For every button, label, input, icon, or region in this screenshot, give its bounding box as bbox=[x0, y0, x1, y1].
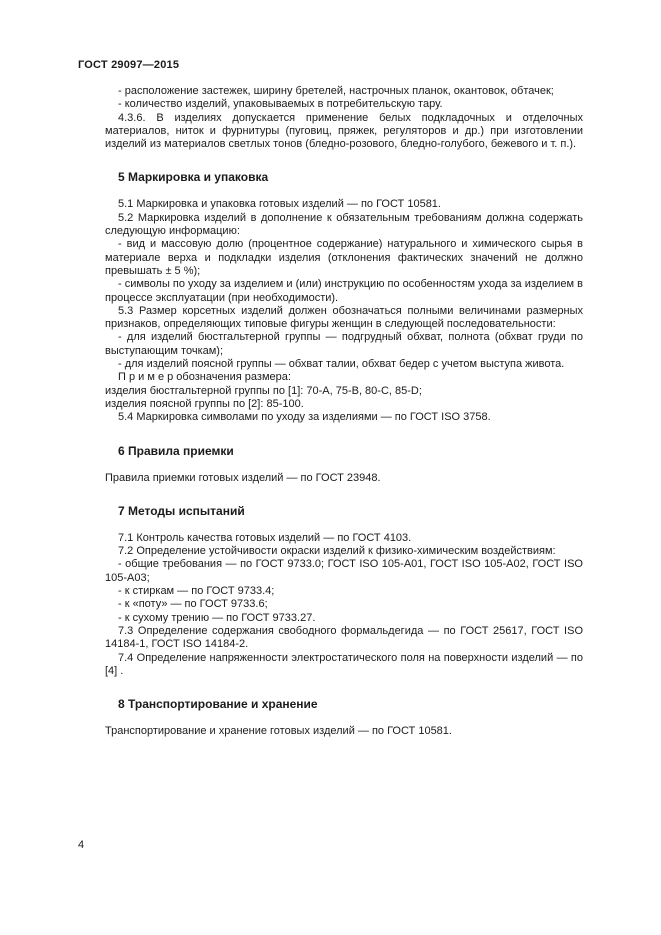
paragraph: - к стиркам — по ГОСТ 9733.4; bbox=[118, 585, 275, 598]
document-header: ГОСТ 29097—2015 bbox=[78, 59, 180, 71]
paragraph: - количество изделий, упаковываемых в потребительскую тару. bbox=[118, 98, 443, 111]
paragraph: П р и м е р обозначения размера: bbox=[118, 371, 291, 384]
section-heading: 8 Транспортирование и хранение bbox=[118, 697, 318, 712]
paragraph: 7.3 Определение содержания свободного формальдегида — по ГОСТ 25617, ГОСТ ISO 14184-1, ГОСТ ISO 14184-2. bbox=[105, 624, 583, 651]
paragraph: изделия бюстгальтерной группы по [1]: 70-A, 75-B, 80-C, 85-D; bbox=[105, 384, 422, 397]
section-heading: 6 Правила приемки bbox=[118, 443, 234, 458]
page-number: 4 bbox=[78, 839, 85, 851]
paragraph: 7.1 Контроль качества готовых изделий — по ГОСТ 4103. bbox=[118, 531, 412, 544]
paragraph: 4.3.6. В изделиях допускается применение белых подкладочных и отделочных материалов, ниток и фурнитуры (пуговиц, пряжек, регуляторов и др.) при изготовлении изделий из материалов светлых тонов (бледно-розового, бледно-голубого, бежевого и т. п.). bbox=[105, 111, 583, 151]
paragraph: - вид и массовую долю (процентное содержание) натурального и химического сырья в материале верха и подкладки изделия (отклонения фактических значений не должно превышать ± 5 %); bbox=[105, 238, 583, 277]
document-body bbox=[105, 85, 583, 738]
paragraph: изделия поясной группы по [2]: 85-100. bbox=[105, 397, 304, 410]
paragraph: 7.4 Определение напряженности электростатического поля на поверхности изделий — по [4] . bbox=[105, 651, 583, 677]
paragraph: - для изделий бюстгальтерной группы — подгрудный обхват, полнота (обхват груди по выступающим точкам); bbox=[105, 331, 583, 357]
paragraph: - к сухому трению — по ГОСТ 9733.27. bbox=[118, 611, 316, 624]
section-heading: 5 Маркировка и упаковка bbox=[118, 170, 269, 185]
paragraph: - для изделий поясной группы — обхват талии, обхват бедер с учетом выступа живота. bbox=[118, 358, 565, 371]
paragraph: 5.2 Маркировка изделий в дополнение к обязательным требованиям должна содержать следующую информацию: bbox=[105, 211, 583, 238]
paragraph: - символы по уходу за изделием и (или) инструкцию по особенностям ухода за изделием в процессе эксплуатации (при необходимости). bbox=[105, 278, 583, 304]
paragraph: 5.1 Маркировка и упаковка готовых изделий — по ГОСТ 10581. bbox=[118, 198, 441, 211]
paragraph: - общие требования — по ГОСТ 9733.0; ГОСТ ISO 105-A01, ГОСТ ISO 105-A02, ГОСТ ISO 105-A03; bbox=[105, 558, 583, 584]
paragraph: 7.2 Определение устойчивости окраски изделий к физико-химическим воздействиям: bbox=[118, 545, 556, 558]
paragraph: - к «поту» — по ГОСТ 9733.6; bbox=[118, 598, 268, 611]
paragraph: 5.3 Размер корсетных изделий должен обозначаться полными величинами размерных признаков, определяющих типовые фигуры женщин в следующей последовательности: bbox=[105, 304, 583, 331]
paragraph: 5.4 Маркировка символами по уходу за изделиями — по ГОСТ ISO 3758. bbox=[118, 411, 491, 424]
section-heading: 7 Методы испытаний bbox=[118, 503, 245, 518]
paragraph: Транспортирование и хранение готовых изделий — по ГОСТ 10581. bbox=[105, 725, 452, 738]
paragraph: Правила приемки готовых изделий — по ГОСТ 23948. bbox=[105, 471, 381, 484]
paragraph: - расположение застежек, ширину бретелей, настрочных планок, окантовок, обтачек; bbox=[118, 85, 554, 97]
